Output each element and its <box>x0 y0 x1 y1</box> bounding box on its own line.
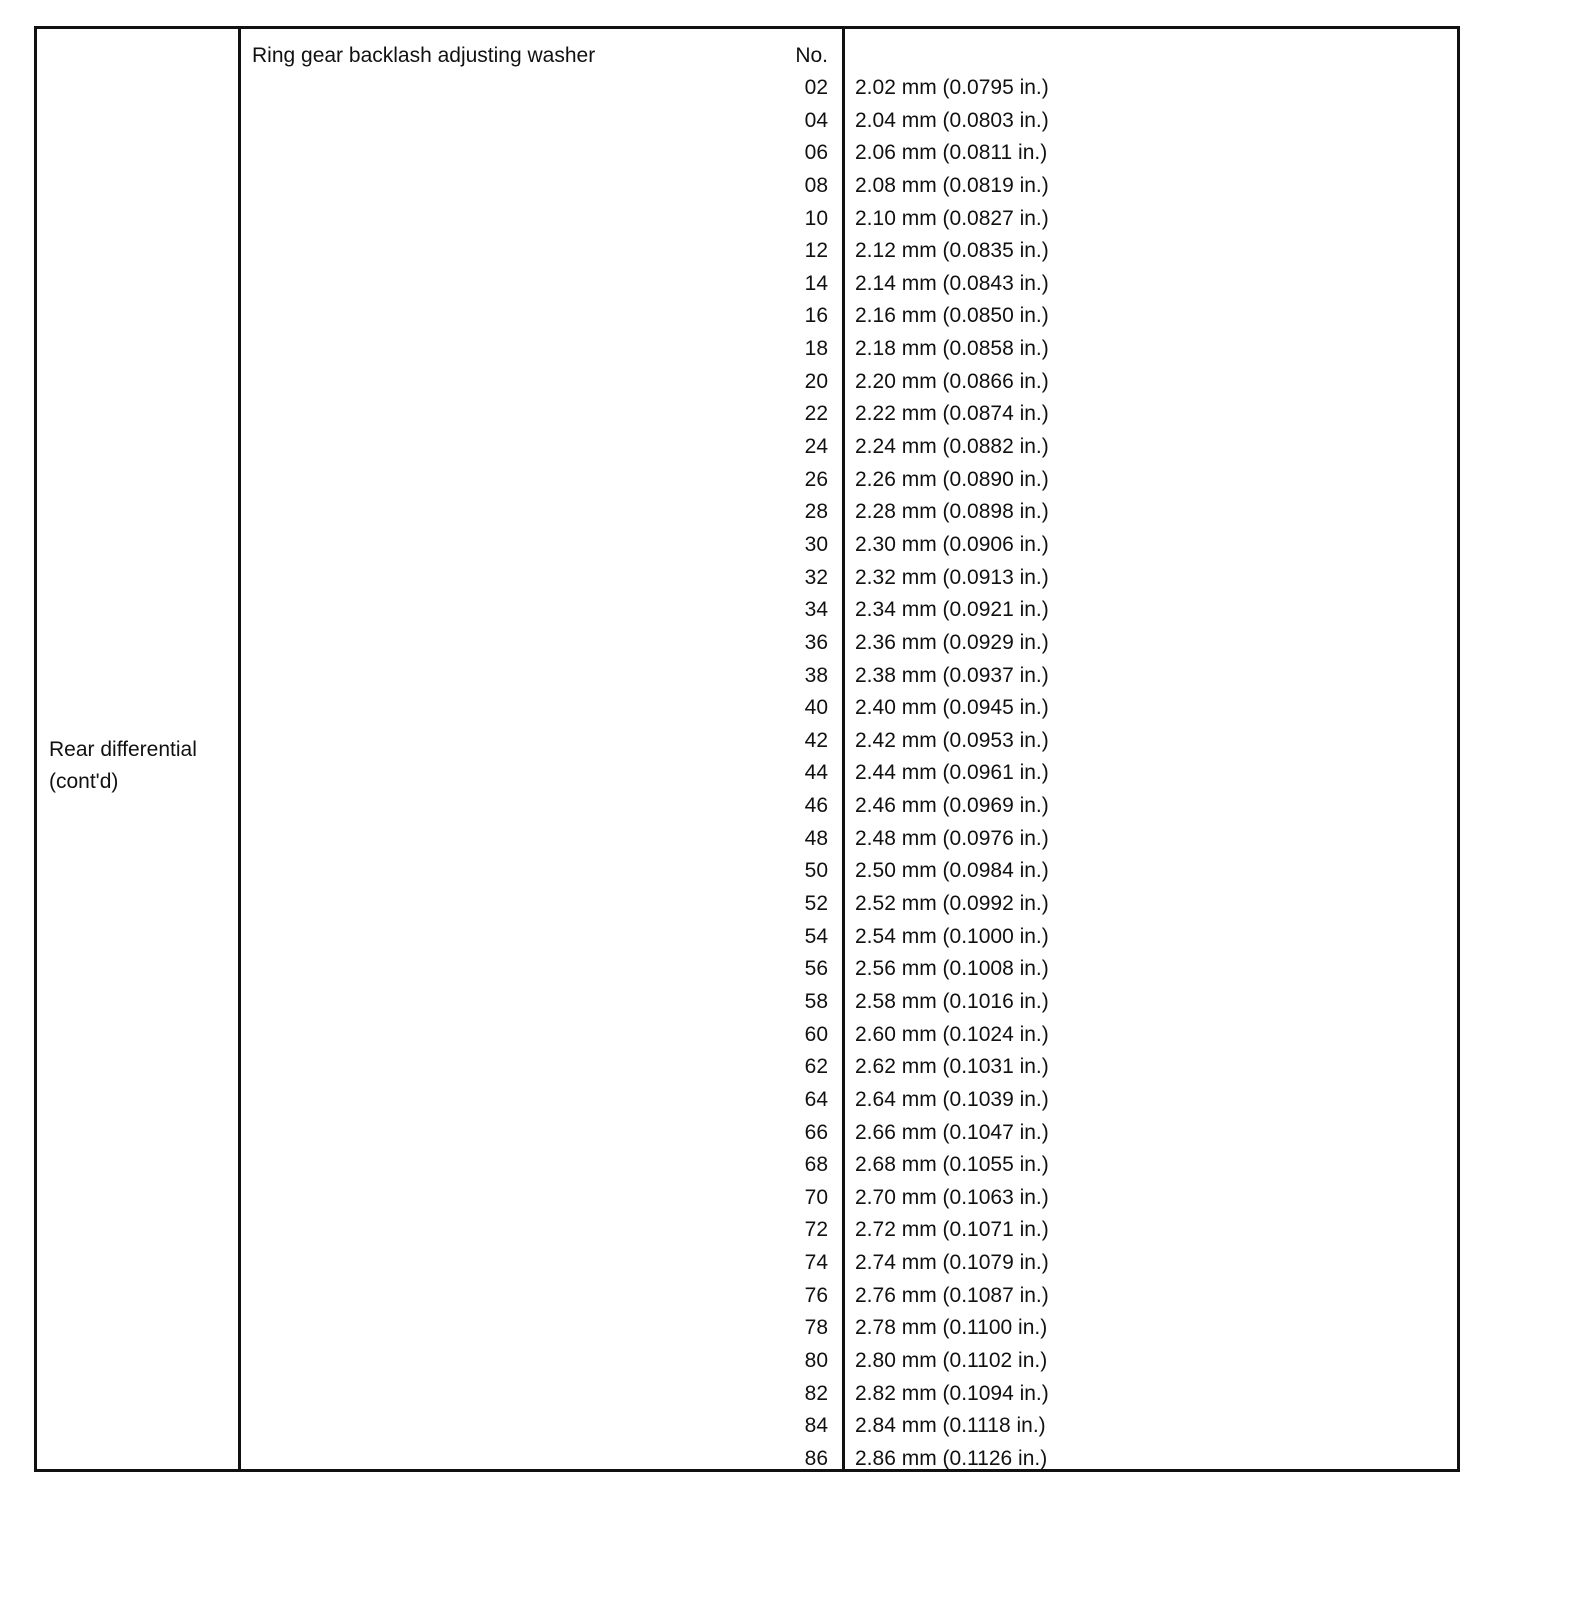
washer-number: 02 <box>804 76 828 99</box>
table-row <box>37 627 1457 660</box>
table-row <box>37 300 1457 333</box>
washer-thickness: 2.58 mm (0.1016 in.) <box>855 989 1049 1013</box>
washer-number: 26 <box>804 467 828 491</box>
table-row <box>37 333 1457 366</box>
washer-thickness: 2.78 mm (0.1100 in.) <box>855 1316 1048 1340</box>
spec-table <box>34 26 1460 1472</box>
section-label-line-1: Rear differential <box>49 738 197 761</box>
washer-number: 78 <box>804 1316 828 1340</box>
table-row <box>37 823 1457 856</box>
table-row <box>37 1443 1457 1476</box>
washer-number: 24 <box>804 435 828 459</box>
table-row <box>37 464 1457 497</box>
washer-number: 44 <box>804 761 828 785</box>
table-row <box>37 529 1457 562</box>
table-row <box>37 105 1457 138</box>
washer-thickness: 2.02 mm (0.0795 in.) <box>855 76 1049 99</box>
table-row <box>37 594 1457 627</box>
washer-number: 80 <box>804 1348 828 1372</box>
table-row <box>37 398 1457 431</box>
table-row <box>37 1280 1457 1313</box>
washer-number: 32 <box>804 565 828 589</box>
washer-number: 84 <box>804 1414 828 1438</box>
washer-number: 58 <box>804 989 828 1013</box>
washer-thickness: 2.28 mm (0.0898 in.) <box>855 500 1049 524</box>
washer-number: 28 <box>804 500 828 524</box>
washer-thickness: 2.82 mm (0.1094 in.) <box>855 1381 1049 1405</box>
table-row <box>37 1378 1457 1411</box>
washer-number: 72 <box>804 1218 828 1242</box>
washer-number: 86 <box>804 1446 828 1470</box>
washer-number: 20 <box>804 369 828 393</box>
washer-thickness: 2.42 mm (0.0953 in.) <box>855 728 1049 752</box>
washer-thickness: 2.60 mm (0.1024 in.) <box>855 1022 1049 1046</box>
table-row <box>37 562 1457 595</box>
table-row <box>37 1084 1457 1117</box>
washer-number: 66 <box>804 1120 828 1144</box>
washer-thickness: 2.74 mm (0.1079 in.) <box>855 1251 1049 1275</box>
washer-number: 62 <box>804 1055 828 1079</box>
table-row <box>37 757 1457 790</box>
table-row <box>37 692 1457 725</box>
washer-thickness: 2.16 mm (0.0850 in.) <box>855 304 1049 328</box>
washer-thickness: 2.48 mm (0.0976 in.) <box>855 826 1049 850</box>
table-row <box>37 496 1457 529</box>
washer-thickness: 2.10 mm (0.0827 in.) <box>855 206 1049 230</box>
washer-thickness: 2.08 mm (0.0819 in.) <box>855 173 1049 197</box>
table-row <box>37 1149 1457 1182</box>
washer-thickness: 2.68 mm (0.1055 in.) <box>855 1153 1049 1177</box>
table-row <box>37 1247 1457 1280</box>
washer-thickness: 2.44 mm (0.0961 in.) <box>855 761 1049 785</box>
washer-thickness: 2.40 mm (0.0945 in.) <box>855 696 1049 720</box>
washer-number: 56 <box>804 957 828 981</box>
washer-thickness: 2.50 mm (0.0984 in.) <box>855 859 1049 883</box>
table-row <box>37 268 1457 301</box>
washer-thickness: 2.64 mm (0.1039 in.) <box>855 1087 1049 1111</box>
table-row <box>37 1051 1457 1084</box>
washer-thickness: 2.76 mm (0.1087 in.) <box>855 1283 1049 1307</box>
washer-thickness: 2.18 mm (0.0858 in.) <box>855 337 1049 361</box>
washer-thickness: 2.56 mm (0.1008 in.) <box>855 957 1049 981</box>
washer-number: 36 <box>804 630 828 654</box>
washer-number: 12 <box>804 239 828 263</box>
table-row <box>37 137 1457 170</box>
table-row <box>37 1410 1457 1443</box>
item-title: Ring gear backlash adjusting washer <box>252 44 596 67</box>
table-row <box>37 235 1457 268</box>
washer-number: 82 <box>804 1381 828 1405</box>
table-row <box>37 1182 1457 1215</box>
washer-number: 46 <box>804 794 828 818</box>
table-row <box>37 170 1457 203</box>
washer-thickness: 2.12 mm (0.0835 in.) <box>855 239 1049 263</box>
washer-number: 40 <box>804 696 828 720</box>
washer-number: 52 <box>804 892 828 916</box>
washer-number: 70 <box>804 1185 828 1209</box>
table-row <box>37 1019 1457 1052</box>
washer-thickness: 2.38 mm (0.0937 in.) <box>855 663 1049 687</box>
washer-thickness: 2.04 mm (0.0803 in.) <box>855 108 1049 132</box>
washer-number: 14 <box>804 271 828 295</box>
washer-number: 60 <box>804 1022 828 1046</box>
washer-thickness: 2.34 mm (0.0921 in.) <box>855 598 1049 622</box>
table-row <box>37 72 1457 105</box>
washer-thickness: 2.14 mm (0.0843 in.) <box>855 271 1049 295</box>
washer-number: 16 <box>804 304 828 328</box>
washer-thickness: 2.22 mm (0.0874 in.) <box>855 402 1049 426</box>
washer-thickness: 2.70 mm (0.1063 in.) <box>855 1185 1049 1209</box>
table-row <box>37 986 1457 1019</box>
washer-thickness: 2.54 mm (0.1000 in.) <box>855 924 1049 948</box>
washer-number: 06 <box>804 141 828 165</box>
washer-number: 74 <box>804 1251 828 1275</box>
washer-number: 76 <box>804 1283 828 1307</box>
washer-thickness: 2.06 mm (0.0811 in.) <box>855 141 1048 165</box>
washer-thickness: 2.36 mm (0.0929 in.) <box>855 630 1049 654</box>
washer-number: 64 <box>804 1087 828 1111</box>
washer-number: 04 <box>804 108 828 132</box>
washer-thickness: 2.62 mm (0.1031 in.) <box>855 1055 1049 1079</box>
table-row <box>37 888 1457 921</box>
washer-number: 48 <box>804 826 828 850</box>
washer-number: 08 <box>804 173 828 197</box>
washer-thickness: 2.66 mm (0.1047 in.) <box>855 1120 1049 1144</box>
washer-number: 30 <box>804 532 828 556</box>
table-row <box>37 1345 1457 1378</box>
table-row <box>37 1312 1457 1345</box>
washer-size-list <box>37 72 1457 1476</box>
table-row <box>37 725 1457 758</box>
table-row <box>37 1117 1457 1150</box>
table-row <box>37 953 1457 986</box>
washer-thickness: 2.52 mm (0.0992 in.) <box>855 892 1049 916</box>
washer-thickness: 2.86 mm (0.1126 in.) <box>855 1446 1048 1470</box>
table-row <box>37 660 1457 693</box>
washer-thickness: 2.26 mm (0.0890 in.) <box>855 467 1049 491</box>
washer-number: 10 <box>804 206 828 230</box>
no-column-header: No. <box>795 44 828 67</box>
washer-thickness: 2.72 mm (0.1071 in.) <box>855 1218 1049 1242</box>
washer-number: 22 <box>804 402 828 426</box>
table-row <box>37 431 1457 464</box>
table-row <box>37 203 1457 236</box>
washer-thickness: 2.46 mm (0.0969 in.) <box>855 794 1049 818</box>
washer-thickness: 2.30 mm (0.0906 in.) <box>855 532 1049 556</box>
table-row <box>37 1214 1457 1247</box>
washer-number: 18 <box>804 337 828 361</box>
washer-thickness: 2.80 mm (0.1102 in.) <box>855 1348 1048 1372</box>
table-row <box>37 366 1457 399</box>
washer-number: 34 <box>804 598 828 622</box>
washer-number: 38 <box>804 663 828 687</box>
washer-thickness: 2.84 mm (0.1118 in.) <box>855 1414 1046 1438</box>
table-row <box>37 790 1457 823</box>
washer-thickness: 2.24 mm (0.0882 in.) <box>855 435 1049 459</box>
washer-number: 42 <box>804 728 828 752</box>
table-row <box>37 921 1457 954</box>
washer-number: 54 <box>804 924 828 948</box>
washer-thickness: 2.20 mm (0.0866 in.) <box>855 369 1049 393</box>
table-row <box>37 855 1457 888</box>
section-label-line-2: (cont'd) <box>49 770 119 793</box>
washer-number: 50 <box>804 859 828 883</box>
washer-thickness: 2.32 mm (0.0913 in.) <box>855 565 1049 589</box>
washer-number: 68 <box>804 1153 828 1177</box>
